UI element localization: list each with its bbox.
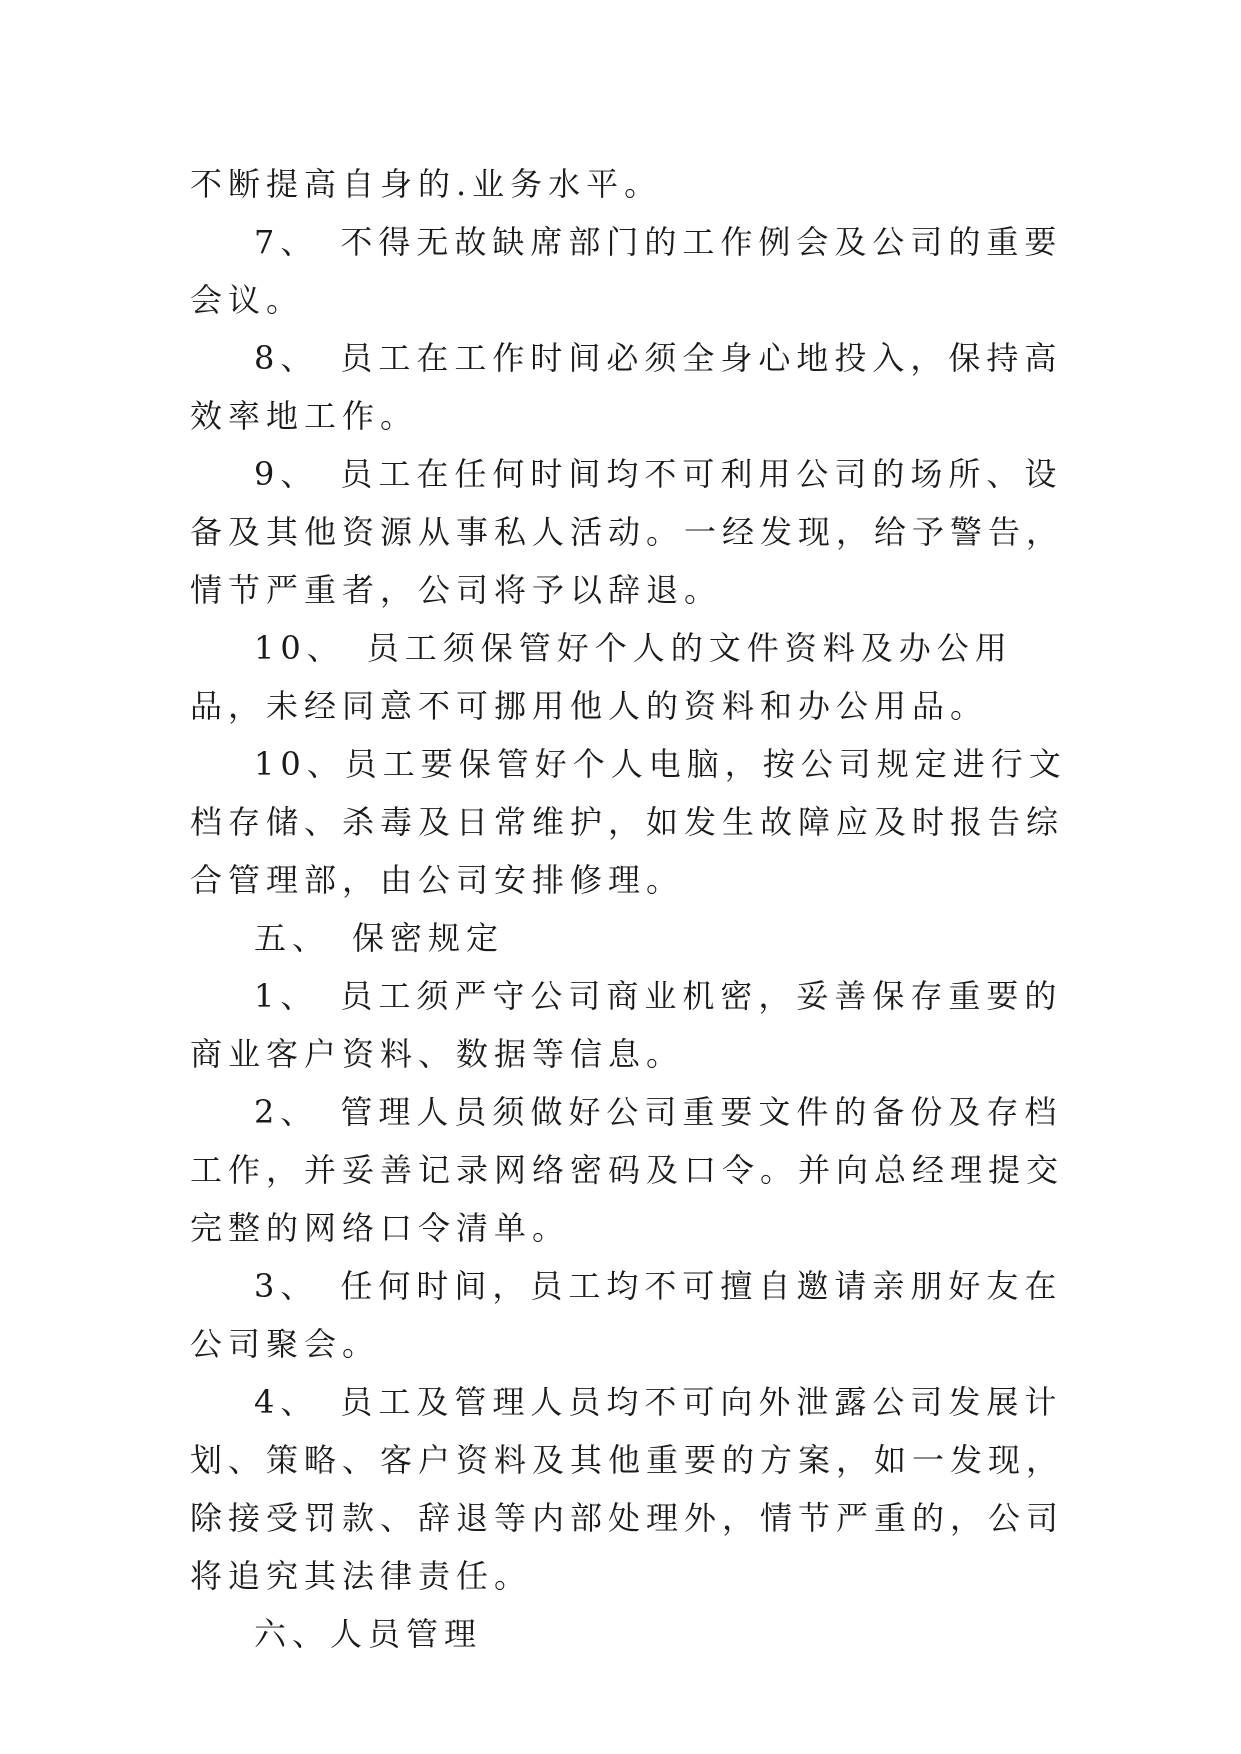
section-heading-personnel: 六、人员管理 — [254, 1615, 483, 1653]
paragraph-rule-9: 9、 员工在任何时间均不可利用公司的场所、设备及其他资源从事私人活动。一经发现，给予警告，情节严重者，公司将予以辞退。 — [190, 455, 1065, 609]
paragraph-confidentiality-4: 4、 员工及管理人员均不可向外泄露公司发展计划、策略、客户资料及其他重要的方案，如一发现，除接受罚款、辞退等内部处理外，情节严重的，公司将追究其法律责任。 — [190, 1383, 1065, 1595]
paragraph-rule-8: 8、 员工在工作时间必须全身心地投入，保持高效率地工作。 — [190, 339, 1063, 435]
paragraph-confidentiality-1: 1、 员工须严守公司商业机密，妥善保存重要的商业客户资料、数据等信息。 — [190, 977, 1063, 1073]
paragraph-continuation: 不断提高自身的.业务水平。 — [190, 165, 663, 203]
paragraph-rule-7: 7、 不得无故缺席部门的工作例会及公司的重要会议。 — [190, 223, 1063, 319]
section-heading-confidentiality: 五、 保密规定 — [254, 919, 505, 957]
paragraph-rule-10a: 10、 员工须保管好个人的文件资料及办公用品，未经同意不可挪用他人的资料和办公用品。 — [190, 629, 1013, 725]
document-body — [190, 155, 1070, 1663]
paragraph-confidentiality-2: 2、 管理人员须做好公司重要文件的备份及存档工作，并妥善记录网络密码及口令。并向总经理提交完整的网络口令清单。 — [190, 1093, 1065, 1247]
paragraph-rule-10b: 10、员工要保管好个人电脑，按公司规定进行文档存储、杀毒及日常维护，如发生故障应及时报告综合管理部，由公司安排修理。 — [190, 745, 1067, 899]
paragraph-confidentiality-3: 3、 任何时间，员工均不可擅自邀请亲朋好友在公司聚会。 — [190, 1267, 1063, 1363]
